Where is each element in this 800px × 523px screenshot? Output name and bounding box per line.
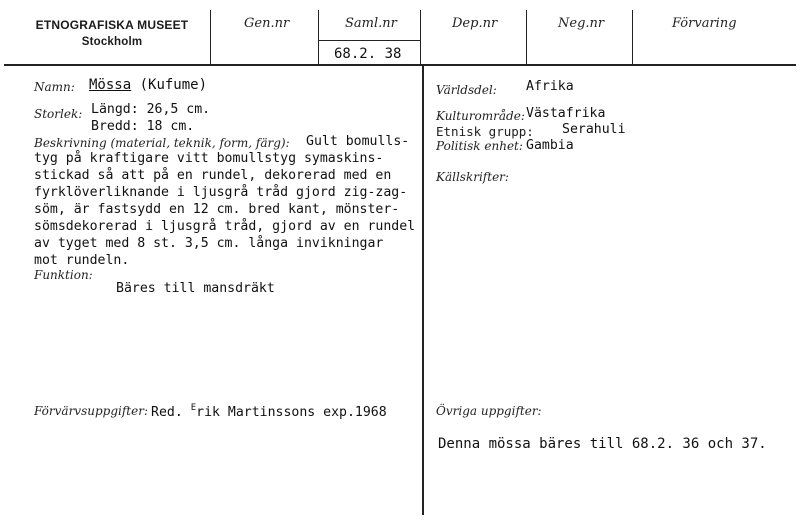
neg-nr-label: Neg.nr [558,16,605,31]
dep-nr-label: Dep.nr [452,16,498,31]
header-divider-4 [526,10,527,65]
etnisk-label: Etnisk grupp: [436,124,534,139]
storlek-label: Storlek: [34,107,83,121]
forvarv-value [151,403,387,420]
beskrivning-line-1: Gult bomulls- [306,134,410,149]
beskrivning-line-4: fyrklöverliknande i ljusgrå tråd gjord zig-zag- [34,185,408,200]
ovriga-value: Denna mössa bäres till 68.2. 36 och 37. [438,436,767,452]
forvarv-rest: rik Martinssons exp.1968 [196,405,387,420]
storlek-length: Längd: 26,5 cm. [91,102,211,117]
beskrivning-label: Beskrivning (material, teknik, form, färg): [34,136,290,150]
beskrivning-line-3: stickad så att på en rundel, dekorerad med en [34,168,392,183]
politisk-label: Politisk enhet: [436,139,523,153]
beskrivning-line-6: sömsdekorerad i ljusgrå tråd, gjord av en rundel [34,219,416,234]
funktion-label: Funktion: [34,268,93,282]
etnisk-value: Serahuli [562,122,626,137]
politisk-value: Gambia [526,138,574,153]
forvaring-label: Förvaring [672,16,737,31]
museum-title: ETNOGRAFISKA MUSEET [35,18,189,32]
namn-label: Namn: [34,80,75,94]
forvarv-cap: E [190,403,197,413]
forvarv-label: Förvärvsuppgifter: [34,404,148,418]
header-divider-2 [318,10,319,65]
beskrivning-line-2: tyg på kraftigare vitt bomullstyg symaskins- [34,151,384,166]
kallskrifter-label: Källskrifter: [436,170,509,184]
header-bottom-rule [4,64,796,66]
funktion-value: Bäres till mansdräkt [116,281,275,296]
gen-nr-label: Gen.nr [244,16,290,31]
museum-name [12,18,212,48]
kultur-label: Kulturområde: [436,109,525,123]
header-divider-5 [632,10,633,65]
beskrivning-line-5: söm, är fastsydd en 12 cm. bred kant, mönster- [34,202,400,217]
storlek-width: Bredd: 18 cm. [91,119,195,134]
header-divider-3 [420,10,421,65]
varldsdel-value: Afrika [526,79,574,94]
saml-nr-box-rule [318,40,420,41]
center-column-rule [422,65,424,515]
namn-value [89,77,207,93]
beskrivning-line-7: av tyget med 8 st. 3,5 cm. långa invikningar [34,236,384,251]
museum-city: Stockholm [81,36,143,48]
ovriga-label: Övriga uppgifter: [436,404,542,418]
beskrivning-line-8: mot rundeln. [34,253,130,268]
forvarv-prefix: Red. [151,405,183,420]
varldsdel-label: Världsdel: [436,83,497,97]
object-local-name: (Kufume) [139,77,208,93]
saml-nr-value: 68.2. 38 [334,46,402,62]
kultur-value: Västafrika [526,106,606,121]
object-name: Mössa [89,77,132,93]
saml-nr-label: Saml.nr [345,16,397,31]
